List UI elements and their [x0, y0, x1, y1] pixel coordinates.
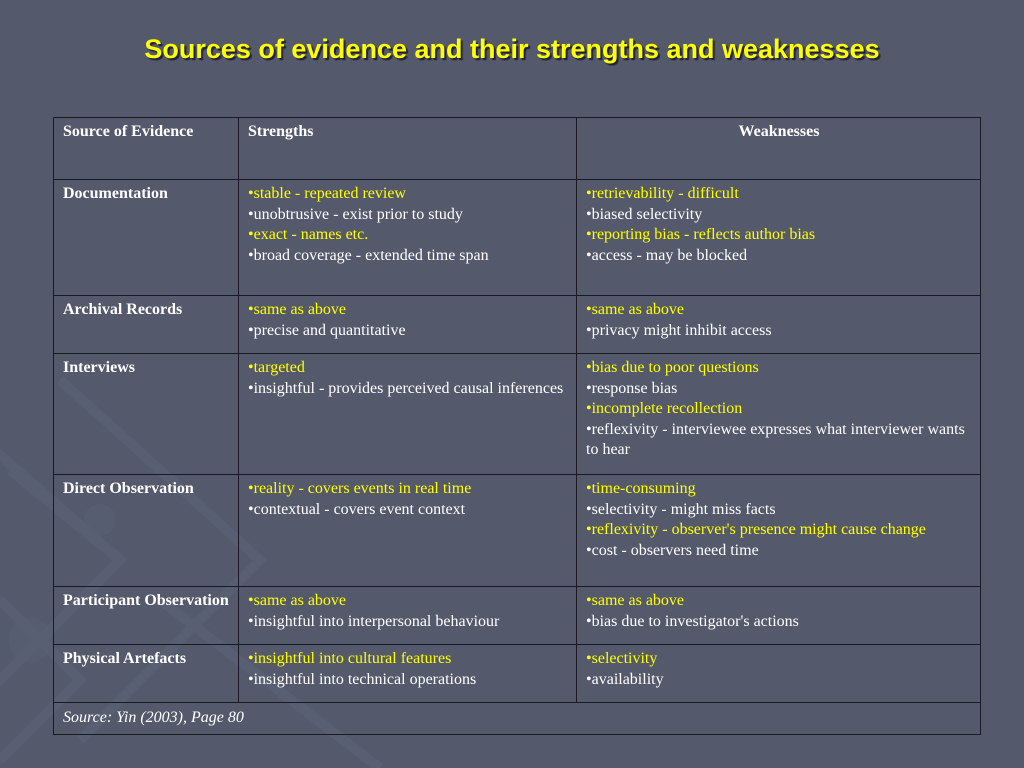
weaknesse-item: • selectivity	[586, 649, 972, 670]
weaknesse-item: • cost - observers need time	[586, 541, 972, 562]
weaknesse-item: • bias due to poor questions	[586, 358, 972, 379]
table-row	[54, 587, 981, 645]
strength-item: • insightful - provides perceived causal inferences	[248, 379, 568, 400]
weaknesses-cell	[577, 475, 981, 587]
weaknesse-item: • selectivity - might miss facts	[586, 500, 972, 521]
strengths-cell	[239, 587, 577, 645]
strength-item: • insightful into interpersonal behaviour	[248, 612, 568, 633]
strength-item: • insightful into cultural features	[248, 649, 568, 670]
strength-item: • insightful into technical operations	[248, 670, 568, 691]
strength-item: • same as above	[248, 300, 568, 321]
table-row	[54, 296, 981, 354]
weaknesse-item: • same as above	[586, 300, 972, 321]
weaknesses-cell	[577, 296, 981, 354]
strength-item: • unobtrusive - exist prior to study	[248, 205, 568, 226]
strength-item: • reality - covers events in real time	[248, 479, 568, 500]
table-row	[54, 180, 981, 296]
weaknesses-cell	[577, 645, 981, 703]
slide-title: Sources of evidence and their strengths and weaknesses	[144, 34, 880, 64]
weaknesses-cell	[577, 587, 981, 645]
weaknesse-item: • same as above	[586, 591, 972, 612]
source-note-row	[54, 703, 981, 735]
weaknesse-item: • privacy might inhibit access	[586, 321, 972, 342]
weaknesse-item: • incomplete recollection	[586, 399, 972, 420]
table-row	[54, 475, 981, 587]
strength-item: • exact - names etc.	[248, 225, 568, 246]
source-cell: Direct Observation	[54, 475, 239, 587]
weaknesse-item: • availability	[586, 670, 972, 691]
strength-item: • stable - repeated review	[248, 184, 568, 205]
strength-item: • contextual - covers event context	[248, 500, 568, 521]
weaknesse-item: • retrievability - difficult	[586, 184, 972, 205]
strengths-cell	[239, 180, 577, 296]
strengths-cell	[239, 475, 577, 587]
strength-item: • same as above	[248, 591, 568, 612]
header-weaknesses: Weaknesses	[577, 118, 981, 180]
source-cell: Documentation	[54, 180, 239, 296]
source-note: Source: Yin (2003), Page 80	[54, 703, 981, 735]
weaknesse-item: • bias due to investigator's actions	[586, 612, 972, 633]
weaknesse-item: • response bias	[586, 379, 972, 400]
strength-item: • targeted	[248, 358, 568, 379]
source-cell: Participant Observation	[54, 587, 239, 645]
strengths-cell	[239, 645, 577, 703]
strength-item: • precise and quantitative	[248, 321, 568, 342]
table-row	[54, 645, 981, 703]
weaknesses-cell	[577, 354, 981, 475]
header-source: Source of Evidence	[54, 118, 239, 180]
strengths-cell	[239, 296, 577, 354]
weaknesse-item: • time-consuming	[586, 479, 972, 500]
weaknesse-item: • access - may be blocked	[586, 246, 972, 267]
evidence-table	[53, 117, 981, 735]
table-header-row	[54, 118, 981, 180]
source-cell: Physical Artefacts	[54, 645, 239, 703]
weaknesse-item: • reporting bias - reflects author bias	[586, 225, 972, 246]
weaknesse-item: • reflexivity - interviewee expresses what interviewer wants to hear	[586, 420, 972, 461]
table-row	[54, 354, 981, 475]
strength-item: • broad coverage - extended time span	[248, 246, 568, 267]
weaknesse-item: • biased selectivity	[586, 205, 972, 226]
source-cell: Archival Records	[54, 296, 239, 354]
strengths-cell	[239, 354, 577, 475]
weaknesse-item: • reflexivity - observer's presence might cause change	[586, 520, 972, 541]
source-cell: Interviews	[54, 354, 239, 475]
weaknesses-cell	[577, 180, 981, 296]
header-strengths: Strengths	[239, 118, 577, 180]
